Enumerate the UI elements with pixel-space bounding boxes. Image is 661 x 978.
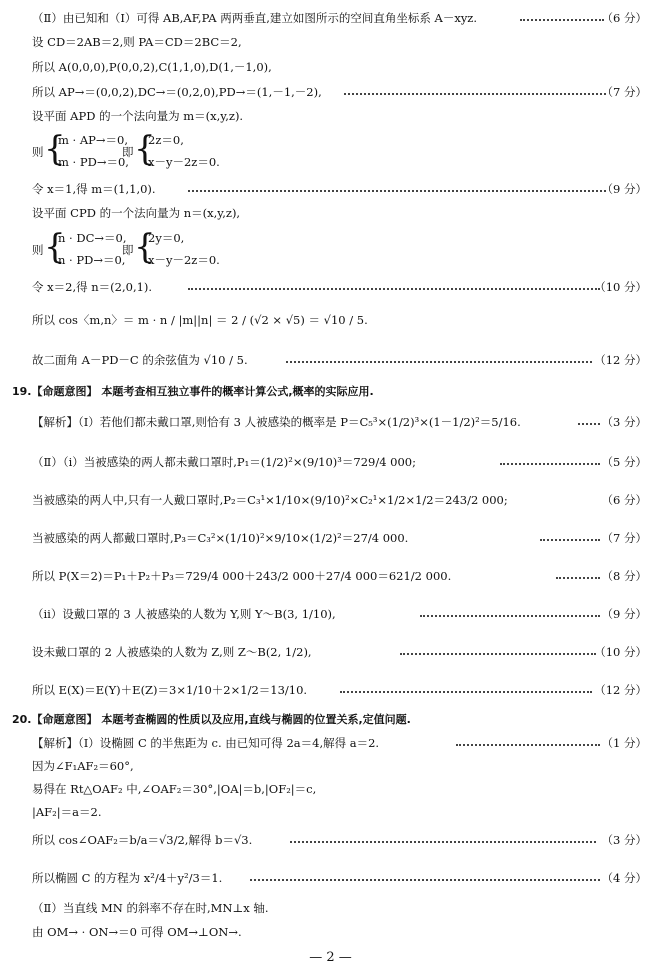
line-9-text: 所以 cos〈m,n〉＝ m · n / |m||n| ＝ 2 / (√2 × √5) ＝ √10 / 5. (32, 313, 368, 327)
score-mark: （3 分） (601, 833, 647, 847)
line-10 (0, 350, 661, 370)
line-8 (0, 277, 661, 297)
equation-text: n · PD→＝0, (58, 253, 126, 267)
score-mark: （7 分） (601, 531, 647, 545)
score-mark: （6 分） (601, 11, 647, 25)
score-mark: （4 分） (601, 871, 647, 885)
q20-line-5-text: 所以 cos∠OAF₂＝b/a＝√3/2,解得 b＝√3. (32, 833, 253, 847)
equation-text: n · DC→＝0, (58, 231, 127, 245)
q19-part2-ii (0, 604, 661, 624)
q19-p3-line (0, 528, 661, 548)
score-mark: （8 分） (601, 569, 647, 583)
q20-part1-text: 【解析】（Ⅰ）设椭圆 C 的半焦距为 c. 由已知可得 2a＝4,解得 a＝2. (32, 736, 380, 750)
q19-z-line (0, 642, 661, 662)
equation-system-n (0, 228, 661, 272)
score-mark: （3 分） (601, 415, 647, 429)
line-1-text: （Ⅱ）由已知和（Ⅰ）可得 AB,AF,PA 两两垂直,建立如图所示的空间直角坐标系 A－xyz. (32, 11, 478, 25)
page-number: — 2 — (309, 950, 352, 965)
line-4 (0, 82, 661, 102)
line-3-text: 所以 A(0,0,0),P(0,0,2),C(1,1,0),D(1,－1,0), (32, 60, 272, 74)
q20-intent-text: 20.【命题意图】 本题考查椭圆的性质以及应用,直线与椭圆的位置关系,定值问题. (12, 713, 411, 726)
q19-p3-text: 当被感染的两人都戴口罩时,P₃＝C₃²×(1/10)²×9/10×(1/2)²＝27/4 000. (32, 531, 409, 545)
line-2 (0, 32, 661, 52)
left-brace-icon: { (134, 227, 156, 267)
q20-line-7 (0, 898, 661, 918)
leader-dots (340, 691, 592, 693)
leader-dots (556, 577, 600, 579)
leader-dots (540, 539, 600, 541)
then-label: 则 (32, 243, 44, 257)
leader-dots (188, 190, 606, 192)
leader-dots (420, 615, 600, 617)
q19-part2-i-text: （Ⅱ）（ⅰ）当被感染的两人都未戴口罩时,P₁＝(1/2)²×(9/10)³＝729/4 000; (32, 455, 417, 469)
line-6 (0, 179, 661, 199)
leader-dots (344, 93, 606, 95)
score-mark: （1 分） (601, 736, 647, 750)
q19-p2-line (0, 490, 661, 510)
left-brace-icon: { (134, 129, 156, 169)
leader-dots (500, 463, 600, 465)
line-5-text: 设平面 APD 的一个法向量为 m＝(x,y,z). (32, 109, 244, 123)
q20-line-2 (0, 756, 661, 776)
score-mark: （5 分） (601, 455, 647, 469)
q20-line-3-text: 易得在 Rt△OAF₂ 中,∠OAF₂＝30°,|OA|＝b,|OF₂|＝c, (32, 782, 317, 796)
q19-part1-text: 【解析】（Ⅰ）若他们都未戴口罩,则恰有 3 人被感染的概率是 P＝C₅³×(1/2)³×(1－1/2)²＝5/16. (32, 415, 521, 429)
q20-line-4-text: |AF₂|＝a＝2. (32, 805, 102, 819)
q20-line-8-text: 由 OM→ · ON→＝0 可得 OM→⊥ON→. (32, 925, 242, 939)
score-mark: （10 分） (594, 280, 647, 294)
line-4-text: 所以 AP→＝(0,0,2),DC→＝(0,2,0),PD→＝(1,－1,－2), (32, 85, 322, 99)
namely-label: 即 (122, 243, 134, 257)
equation-text: x－y－2z＝0. (148, 253, 220, 267)
q20-line-8 (0, 922, 661, 942)
q19-px2-text: 所以 P(X＝2)＝P₁＋P₂＋P₃＝729/4 000＋243/2 000＋27/4 000＝621/2 000. (32, 569, 452, 583)
equation-system-m (0, 130, 661, 174)
equation-text: 2z＝0, (148, 133, 184, 147)
q19-p2-text: 当被感染的两人中,只有一人戴口罩时,P₂＝C₃¹×1/10×(9/10)²×C₂¹×1/2×1/2＝243/2 000; (32, 493, 508, 507)
left-brace-icon: { (44, 227, 66, 267)
leader-dots (286, 361, 592, 363)
q19-px2-line (0, 566, 661, 586)
equation-text: 2y＝0, (148, 231, 185, 245)
score-mark: （9 分） (601, 182, 647, 196)
q20-part1 (0, 733, 661, 753)
leader-dots (188, 288, 600, 290)
then-label: 则 (32, 145, 44, 159)
q19-intent-text: 19.【命题意图】 本题考查相互独立事件的概率计算公式,概率的实际应用. (12, 385, 374, 398)
leader-dots (456, 744, 600, 746)
q20-line-2-text: 因为∠F₁AF₂＝60°, (32, 759, 134, 773)
q20-line-6 (0, 868, 661, 888)
score-mark: （12 分） (594, 683, 647, 697)
line-5 (0, 106, 661, 126)
line-10-text: 故二面角 A－PD－C 的余弦值为 √10 / 5. (32, 353, 248, 367)
left-brace-icon: { (44, 129, 66, 169)
leader-dots (400, 653, 596, 655)
q19-ex-line (0, 680, 661, 700)
score-mark: （7 分） (601, 85, 647, 99)
line-7-text: 设平面 CPD 的一个法向量为 n＝(x,y,z), (32, 206, 241, 220)
score-mark: （6 分） (601, 493, 647, 507)
line-8-text: 令 x＝2,得 n＝(2,0,1). (32, 280, 153, 294)
q20-line-3 (0, 779, 661, 799)
q20-line-4 (0, 802, 661, 822)
score-mark: （12 分） (594, 353, 647, 367)
namely-label: 即 (122, 145, 134, 159)
line-3 (0, 57, 661, 77)
q20-line-6-text: 所以椭圆 C 的方程为 x²/4＋y²/3＝1. (32, 871, 223, 885)
score-mark: （10 分） (594, 645, 647, 659)
line-6-text: 令 x＝1,得 m＝(1,1,0). (32, 182, 156, 196)
score-mark: （9 分） (601, 607, 647, 621)
equation-text: m · PD→＝0, (58, 155, 129, 169)
line-1 (0, 8, 661, 28)
q20-line-5 (0, 830, 661, 850)
leader-dots (578, 423, 600, 425)
q20-line-7-text: （Ⅱ）当直线 MN 的斜率不存在时,MN⊥x 轴. (32, 901, 269, 915)
line-9 (0, 310, 661, 330)
q19-intent (0, 382, 661, 402)
leader-dots (520, 19, 604, 21)
leader-dots (290, 841, 596, 843)
q19-part2-i (0, 452, 661, 472)
line-2-text: 设 CD＝2AB＝2,则 PA＝CD＝2BC＝2, (32, 35, 242, 49)
q19-part1 (0, 412, 661, 432)
equation-text: x－y－2z＝0. (148, 155, 220, 169)
q20-intent (0, 710, 661, 730)
equation-text: m · AP→＝0, (58, 133, 129, 147)
q19-ex-text: 所以 E(X)＝E(Y)＋E(Z)＝3×1/10＋2×1/2＝13/10. (32, 683, 308, 697)
q19-part2-ii-text: （ⅱ）设戴口罩的 3 人被感染的人数为 Y,则 Y～B(3, 1/10), (32, 607, 336, 621)
line-7 (0, 203, 661, 223)
leader-dots (250, 879, 600, 881)
q19-z-text: 设未戴口罩的 2 人被感染的人数为 Z,则 Z～B(2, 1/2), (32, 645, 312, 659)
